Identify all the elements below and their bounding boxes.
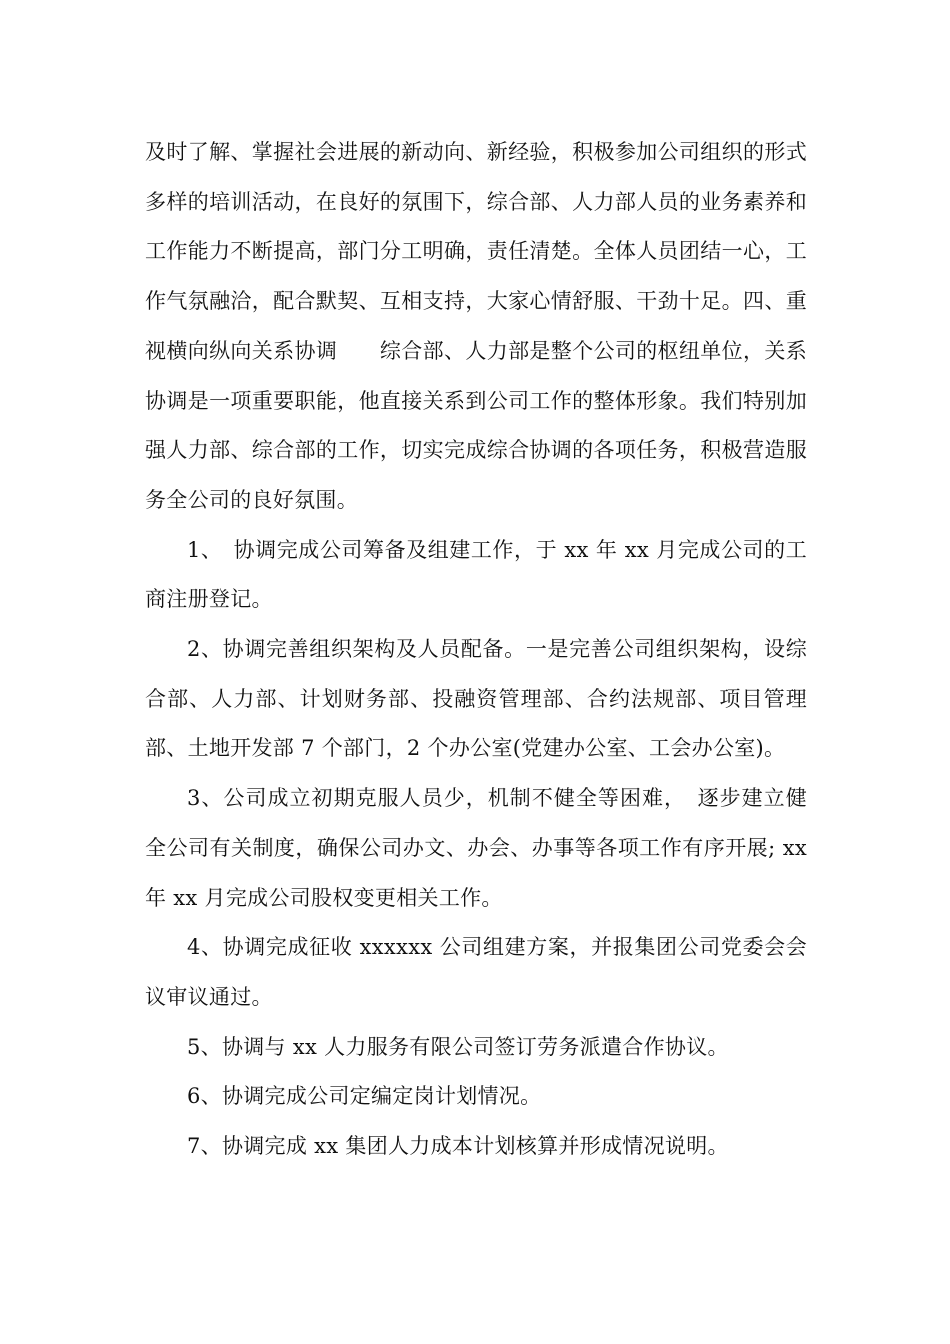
paragraph-2: 1、 协调完成公司筹备及组建工作，于 xx 年 xx 月完成公司的工商注册登记。 <box>145 537 807 612</box>
paragraph-5: 4、协调完成征收 xxxxxx 公司组建方案，并报集团公司党委会会议审议通过。 <box>145 935 807 1009</box>
paragraph-3: 2、协调完善组织架构及人员配备。一是完善公司组织架构，设综合部、人力部、计划财务部、投融资管理部、合约法规部、项目管理部、土地开发部 7 个部门，2 个办公室(党建办公室、工会办公室)。 <box>145 637 807 761</box>
paragraph-8: 7、协调完成 xx 集团人力成本计划核算并形成情况说明。 <box>187 1134 729 1159</box>
paragraph-1: 及时了解、掌握社会进展的新动向、新经验，积极参加公司组织的形式多样的培训活动，在良好的氛围下，综合部、人力部人员的业务素养和工作能力不断提高，部门分工明确，责任清楚。全体人员团结一心，工作气氛融洽，配合默契、互相支持，大家心情舒服、干劲十足。四、重视横向纵向关系协调 综合部、人力部是整个公司的枢纽单位，关系协调是一项重要职能，他直接关系到公司工作的整体形象。我们特别加强人力部、综合部的工作，切实完成综合协调的各项任务，积极营造服务全公司的良好氛围。 <box>145 140 807 512</box>
paragraph-4: 3、公司成立初期克服人员少，机制不健全等困难， 逐步建立健全公司有关制度，确保公司办文、办会、办事等各项工作有序开展; xx 年 xx 月完成公司股权变更相关工作。 <box>145 786 814 910</box>
document-body <box>145 128 814 1172</box>
paragraph-6: 5、协调与 xx 人力服务有限公司签订劳务派遣合作协议。 <box>187 1034 729 1059</box>
paragraph-7: 6、协调完成公司定编定岗计划情况。 <box>187 1084 542 1109</box>
